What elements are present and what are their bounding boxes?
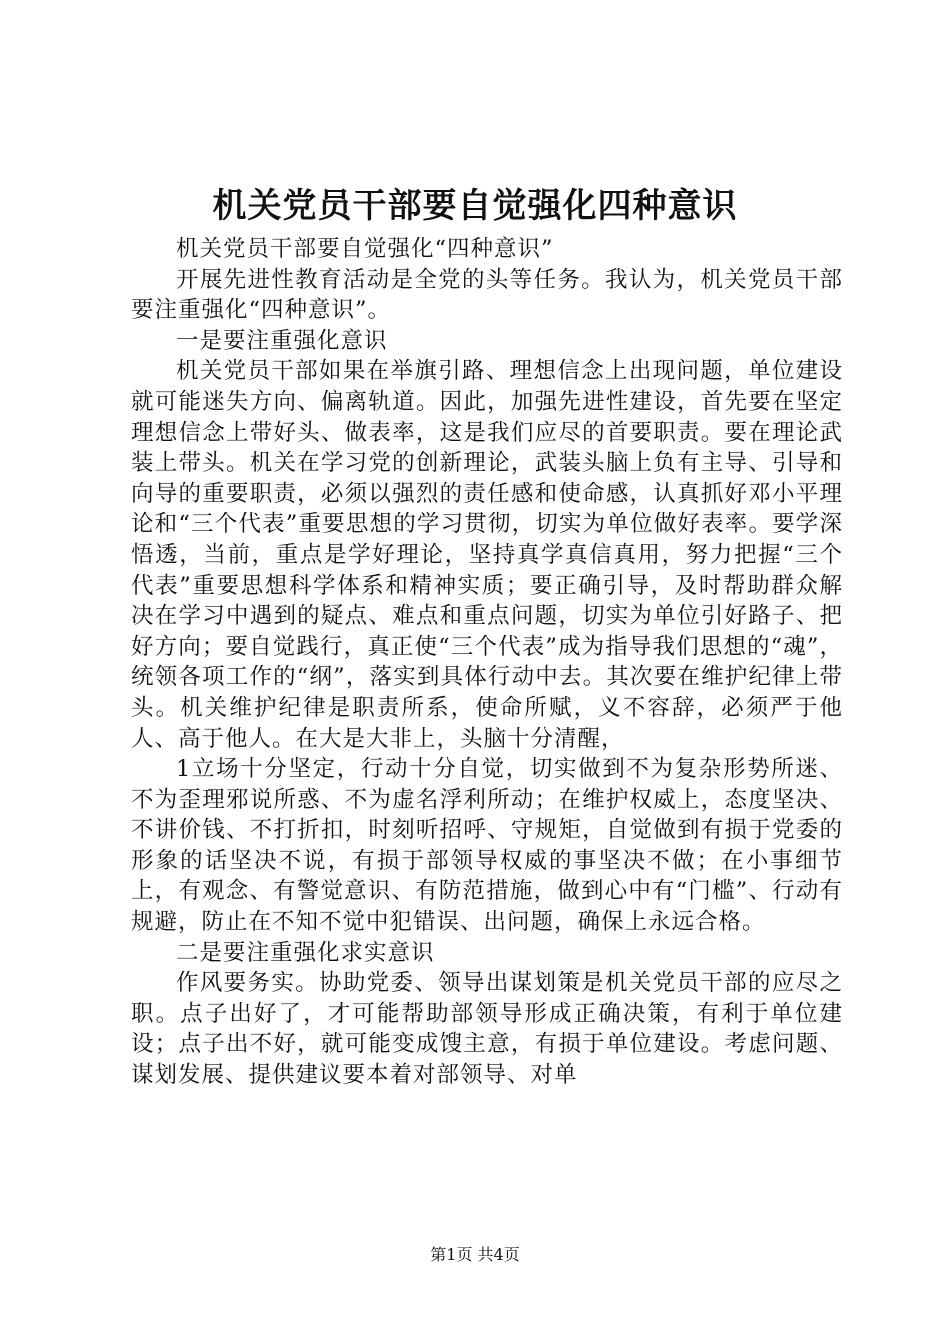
section-heading-2: 二是要注重强化求实意识: [176, 939, 435, 966]
body-paragraph: 1立场十分坚定，行动十分自觉，切实做到不为复杂形势所迷、不为歪理邪说所惑、不为虚名浮利所动；在维护权威上，态度坚决、不讲价钱、不打折扣，时刻听招呼、守规矩，自觉做到有损于党委的形象的话坚决不说，有损于部领导权威的事坚决不做；在小事细节上，有观念、有警觉意识、有防范措施，做到心中有“门槛”、行动有规避，防止在不知不觉中犯错误、出问题，确保上永远合格。: [131, 756, 843, 936]
body-paragraph: 机关党员干部如果在举旗引路、理想信念上出现问题，单位建设就可能迷失方向、偏离轨道。因此，加强先进性建设，首先要在坚定理想信念上带好头、做表率，这是我们应尽的首要职责。要在理论武装上带头。机关在学习党的创新理论，武装头脑上负有主导、引导和向导的重要职责，必须以强烈的责任感和使命感，认真抓好邓小平理论和“三个代表”重要思想的学习贯彻，切实为单位做好表率。要学深悟透，当前，重点是学好理论，坚持真学真信真用，努力把握“三个代表”重要思想科学体系和精神实质；要正确引导，及时帮助群众解决在学习中遇到的疑点、难点和重点问题，切实为单位引好路子、把好方向；要自觉践行，真正使“三个代表”成为指导我们思想的“魂”，统领各项工作的“纲”，落实到具体行动中去。其次要在维护纪律上带头。机关维护纪律是职责所系，使命所赋，义不容辞，必须严于他人、高于他人。在大是大非上，头脑十分清醒，: [131, 358, 843, 752]
document-title: 机关党员干部要自觉强化四种意识: [212, 186, 738, 226]
subtitle-paragraph: 机关党员干部要自觉强化“四种意识”: [176, 236, 554, 262]
intro-paragraph: 开展先进性教育活动是全党的头等任务。我认为，机关党员干部要注重强化“四种意识”。: [131, 266, 843, 324]
page-footer: 第1页 共4页: [430, 1245, 520, 1264]
section-heading-1: 一是要注重强化意识: [176, 327, 388, 354]
document-body: [131, 234, 843, 1091]
body-paragraph: 作风要务实。协助党委、领导出谋划策是机关党员干部的应尽之职。点子出好了，才可能帮助部领导形成正确决策，有利于单位建设；点子出不好，就可能变成馊主意，有损于单位建设。考虑问题、谋划发展、提供建议要本着对部领导、对单: [131, 970, 843, 1089]
